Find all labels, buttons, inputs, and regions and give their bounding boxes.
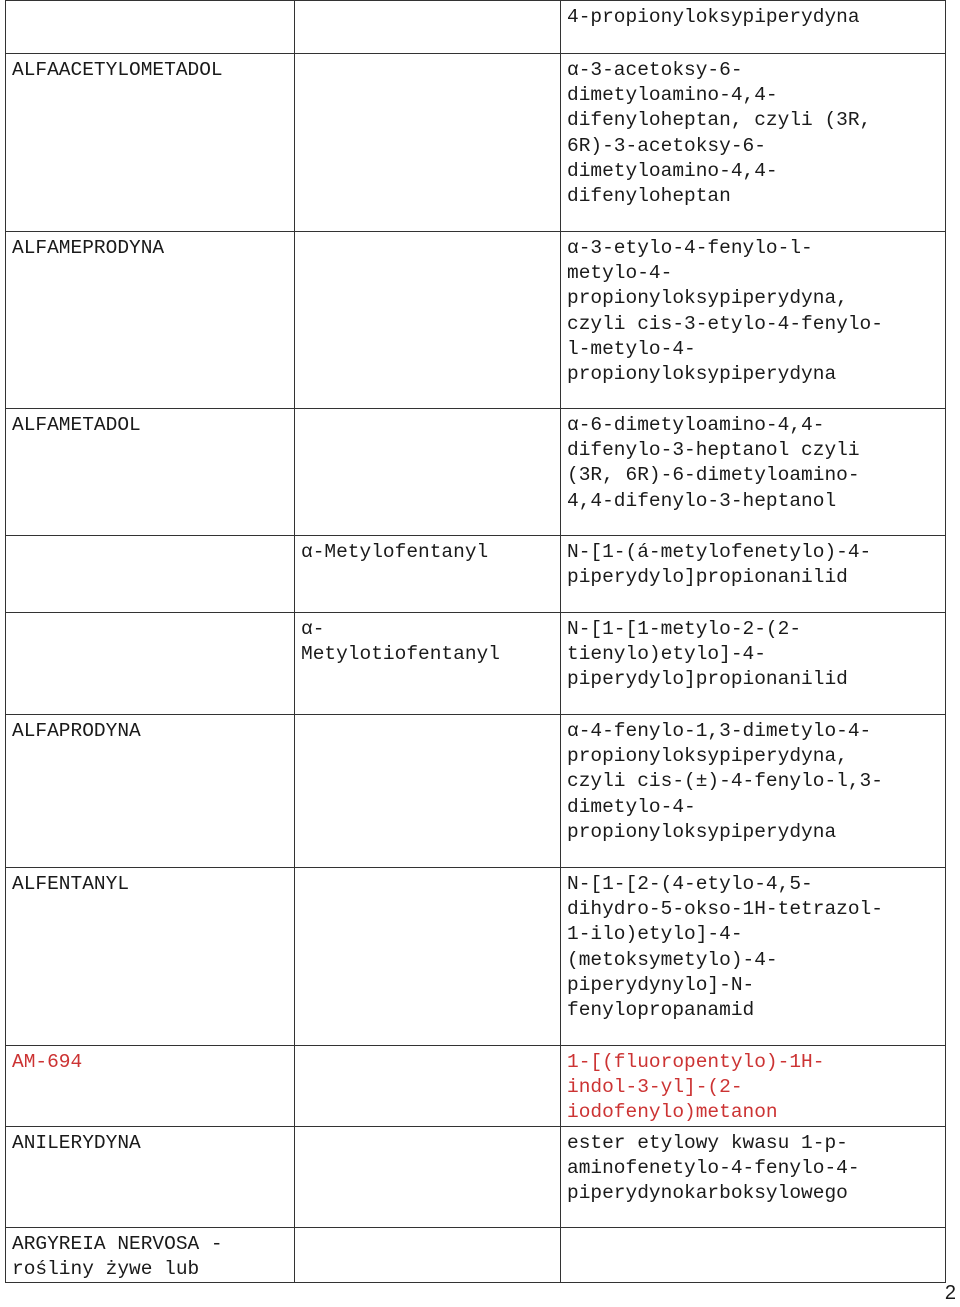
table-row xyxy=(6,1046,946,1127)
chemical-name xyxy=(561,1227,946,1282)
table-row xyxy=(6,536,946,613)
substance-synonym xyxy=(295,1,561,54)
table-row xyxy=(6,1126,946,1227)
substance-name: ALFAMEPRODYNA xyxy=(6,232,295,409)
chemical-name: α-4-fenylo-1,3-dimetylo-4- propionyloksypiperydyna, czyli cis-(±)-4-fenylo-l,3- dimetylo-4- propionyloksypiperydyna xyxy=(561,715,946,868)
substance-table xyxy=(5,0,946,1283)
table-row xyxy=(6,232,946,409)
chemical-name: N-[1-(á-metylofenetylo)-4- piperydylo]propionanilid xyxy=(561,536,946,613)
chemical-name: ester etylowy kwasu 1-p- aminofenetylo-4-fenylo-4- piperydynokarboksylowego xyxy=(561,1126,946,1227)
substance-name: ANILERYDYNA xyxy=(6,1126,295,1227)
table-row xyxy=(6,868,946,1046)
chemical-name: 4-propionyloksypiperydyna xyxy=(561,1,946,54)
chemical-name: α-3-acetoksy-6- dimetyloamino-4,4- difenyloheptan, czyli (3R, 6R)-3-acetoksy-6- dimetyloamino-4,4- difenyloheptan xyxy=(561,54,946,232)
page-number: 2 xyxy=(944,1282,956,1304)
substance-name: ALFENTANYL xyxy=(6,868,295,1046)
substance-synonym xyxy=(295,1046,561,1127)
substance-name xyxy=(6,1,295,54)
chemical-name: N-[1-[2-(4-etylo-4,5- dihydro-5-okso-1H-tetrazol- 1-ilo)etylo]-4- (metoksymetylo)-4- piperydynylo]-N- fenylopropanamid xyxy=(561,868,946,1046)
table-row xyxy=(6,54,946,232)
table-row xyxy=(6,1,946,54)
substance-synonym xyxy=(295,868,561,1046)
substance-synonym xyxy=(295,1126,561,1227)
table-row xyxy=(6,715,946,868)
substance-name: AM-694 xyxy=(6,1046,295,1127)
chemical-name: 1-[(fluoropentylo)-1H- indol-3-yl]-(2- iodofenylo)metanon xyxy=(561,1046,946,1127)
substance-name: ALFAACETYLOMETADOL xyxy=(6,54,295,232)
substance-synonym: α- Metylotiofentanyl xyxy=(295,613,561,715)
substance-name xyxy=(6,613,295,715)
substance-synonym xyxy=(295,715,561,868)
chemical-name: N-[1-[1-metylo-2-(2- tienylo)etylo]-4- piperydylo]propionanilid xyxy=(561,613,946,715)
substance-synonym xyxy=(295,409,561,536)
table-row xyxy=(6,1227,946,1282)
substance-synonym: α-Metylofentanyl xyxy=(295,536,561,613)
substance-synonym xyxy=(295,1227,561,1282)
table-row xyxy=(6,613,946,715)
substance-synonym xyxy=(295,232,561,409)
substance-name: ALFAPRODYNA xyxy=(6,715,295,868)
chemical-name: α-3-etylo-4-fenylo-l- metylo-4- propionyloksypiperydyna, czyli cis-3-etylo-4-fenylo- l-metylo-4- propionyloksypiperydyna xyxy=(561,232,946,409)
substance-name: ALFAMETADOL xyxy=(6,409,295,536)
substance-name: ARGYREIA NERVOSA - rośliny żywe lub xyxy=(6,1227,295,1282)
chemical-name: α-6-dimetyloamino-4,4- difenylo-3-heptanol czyli (3R, 6R)-6-dimetyloamino- 4,4-difenylo-3-heptanol xyxy=(561,409,946,536)
substance-name xyxy=(6,536,295,613)
substance-synonym xyxy=(295,54,561,232)
table-row xyxy=(6,409,946,536)
